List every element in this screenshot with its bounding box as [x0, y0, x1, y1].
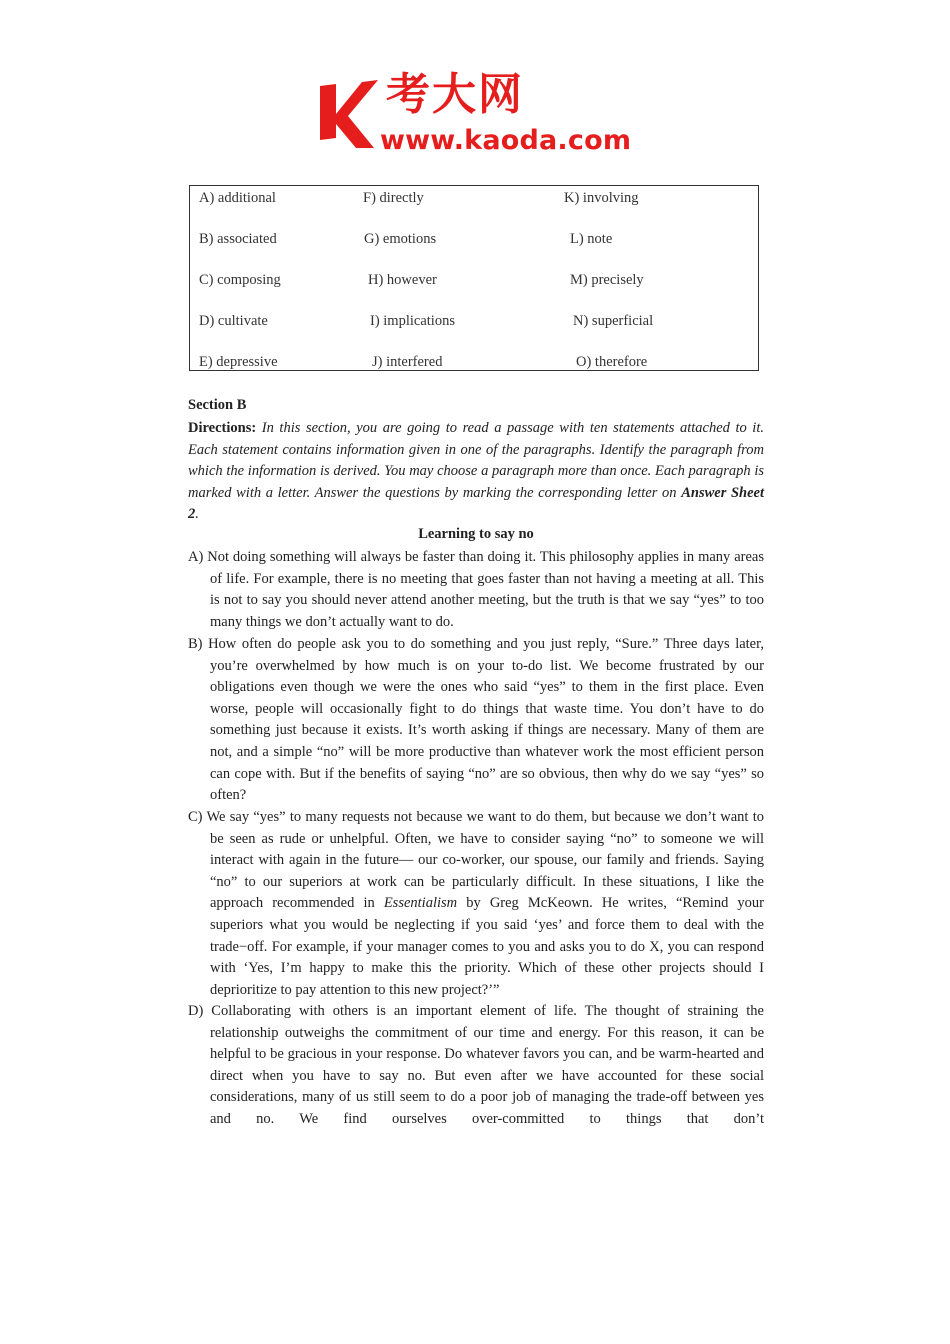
logo-url-text: www.kaoda.com — [380, 125, 632, 156]
section-title: Section B — [188, 397, 247, 413]
word-option-f: F) directly — [363, 190, 424, 206]
paragraph-b: B) How often do people ask you to do something and you just reply, “Sure.” Three days later, you’re overwhelmed by how much is on your to-do list. We become frustrated by our obligations even though we were the ones who said “yes” to them in the first place. Even worse, people will occasionally fight to do things that waste time. You don’t have to do something just because it exists. It’s worth asking if things are necessary. Many of them are not, and a simple “no” will be more productive than whatever work the most efficient person can cope with. But if the benefits of saying “no” are so obvious, then why do we say “yes” so often? — [188, 636, 764, 804]
paragraph-a: A) Not doing something will always be faster than doing it. This philosophy applies in many areas of life. For example, there is no meeting that goes faster than not having a meeting at all. This is not to say you should never attend another meeting, but the truth is that we say “yes” to too many things we don’t actually want to do. — [188, 549, 764, 630]
paragraph-c-part2: by Greg McKeown. He writes, “Remind your superiors what you would be neglecting if you said ‘yes’ and force them to deal with the trade−off. For example, if your manager comes to you and asks you to do X, you can respond with ‘Yes, I’m happy to make this the priority. Which of these other projects should I deprioritize to pay attention to this new project?’” — [210, 895, 765, 998]
directions-label: Directions: — [188, 420, 257, 436]
word-option-e: E) depressive — [199, 354, 278, 370]
passage-title: Learning to say no — [418, 526, 534, 542]
directions-text: In this section, you are going to read a passage with ten statements attached to it. Each statement contains information given in one of the paragraphs. Identify the paragraph from which the information is derived. You may choose a paragraph more than once. Each paragraph is marked with a letter. Answer the questions by marking the corresponding letter on — [188, 420, 764, 501]
paragraph-c — [188, 807, 764, 1001]
word-option-o: O) therefore — [576, 354, 648, 370]
directions-end: . — [195, 506, 199, 523]
word-option-j: J) interfered — [372, 354, 443, 370]
word-option-l: L) note — [570, 231, 613, 247]
word-bank-table — [189, 185, 759, 371]
k-logo-icon — [318, 72, 380, 152]
word-option-m: M) precisely — [570, 272, 644, 288]
word-option-i: I) implications — [370, 313, 455, 329]
word-option-d: D) cultivate — [199, 313, 268, 329]
directions — [188, 418, 764, 526]
kaoda-logo — [318, 69, 638, 162]
paragraph-c-part1: C) We say “yes” to many requests not because we want to do them, but because we don’t want to be seen as rude or unhelpful. Often, we have to consider saying “no” to someone we will interact with again in the future— our co-worker, our spouse, our family and friends. Saying “no” to our superiors at work can be particularly difficult. In these situations, I like the approach recommended in — [188, 809, 764, 912]
answer-sheet-ref: Answer Sheet 2 — [188, 484, 764, 523]
logo-chinese-text: 考大网 — [386, 69, 524, 120]
paragraph-d: D) Collaborating with others is an important element of life. The thought of straining the relationship outweighs the commitment of our time and energy. For this reason, it can be helpful to be gracious in your response. Do whatever favors you can, and be warm-hearted and direct when you have to say no. But even after we have accounted for these social considerations, many of us still seem to do a poor job of managing the trade-off between yes and no. We find ourselves over-committed to things that don’t — [188, 1003, 764, 1127]
word-option-c: C) composing — [199, 272, 281, 288]
word-option-n: N) superficial — [573, 313, 654, 329]
word-option-a: A) additional — [199, 190, 276, 206]
word-option-k: K) involving — [564, 190, 639, 206]
word-option-h: H) however — [368, 272, 437, 288]
word-option-b: B) associated — [199, 231, 277, 247]
word-option-g: G) emotions — [364, 231, 437, 247]
book-title: Essentialism — [383, 895, 458, 912]
